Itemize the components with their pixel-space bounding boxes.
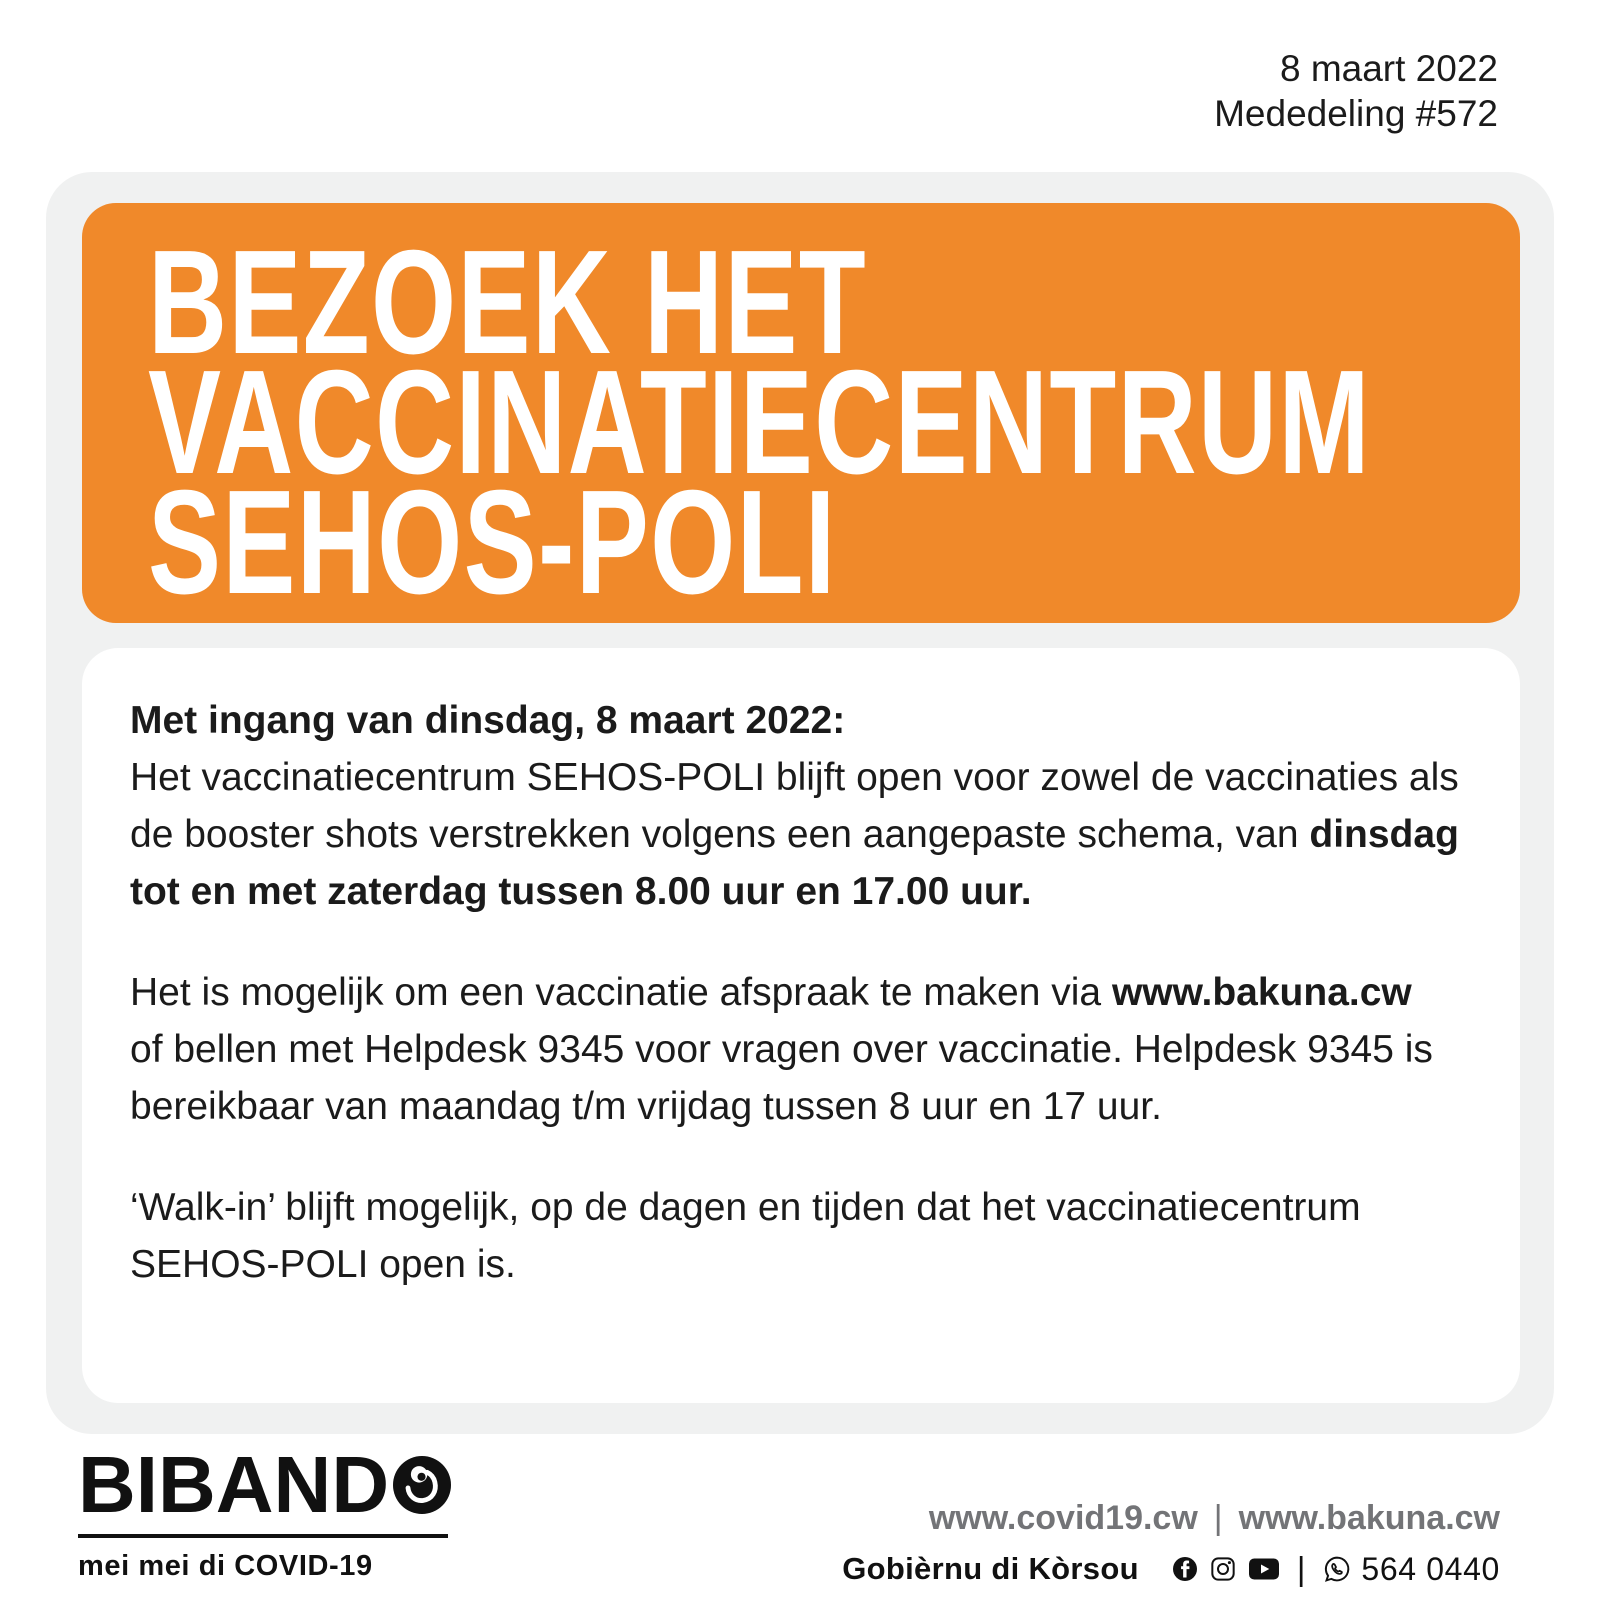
- title-line-1: BEZOEK HET: [148, 220, 867, 385]
- announcement-meta: [1214, 46, 1498, 136]
- announcement-date: 8 maart 2022: [1279, 48, 1498, 89]
- phone-separator: |: [1296, 1550, 1306, 1587]
- text-line: Het vaccinatiecentrum SEHOS-POLI blijft open voor zowel de vaccinaties als: [130, 756, 1459, 799]
- footer-government-row: [842, 1550, 1500, 1588]
- bibando-logo-block: [78, 1440, 451, 1583]
- bakuna-url-inline: www.bakuna.cw: [1111, 971, 1412, 1014]
- paragraph-schedule: [130, 692, 1520, 920]
- whatsapp-icon: [1323, 1555, 1351, 1583]
- text-line: tot en met zaterdag tussen 8.00 uur en 17.00 uur.: [130, 870, 1032, 913]
- bakuna-url: www.bakuna.cw: [1238, 1499, 1500, 1537]
- footer-contact: [842, 1500, 1500, 1588]
- text-line: [130, 806, 1520, 863]
- instagram-icon: [1211, 1557, 1235, 1581]
- bibando-wordmark: [78, 1440, 451, 1529]
- text-segment: Het is mogelijk om een vaccinatie afspraak te maken via: [130, 971, 1112, 1014]
- text-segment: de booster shots verstrekken volgens een aangepaste schema, van: [130, 813, 1310, 856]
- bibando-o-icon: [393, 1456, 451, 1514]
- url-separator: |: [1213, 1499, 1223, 1537]
- text-line: bereikbaar van maandag t/m vrijdag tussen 8 uur en 17 uur.: [130, 1085, 1162, 1128]
- title-line-3: SEHOS-POLI: [148, 460, 837, 623]
- body-card: [82, 648, 1520, 1403]
- text-line: ‘Walk-in’ blijft mogelijk, op de dagen en tijden dat het vaccinatiecentrum: [130, 1186, 1361, 1229]
- logo-underline: [78, 1534, 448, 1538]
- footer-urls: [842, 1500, 1500, 1536]
- facebook-icon: [1173, 1557, 1197, 1581]
- text-line: of bellen met Helpdesk 9345 voor vragen over vaccinatie. Helpdesk 9345 is: [130, 1028, 1433, 1071]
- social-icons: [1173, 1557, 1279, 1581]
- title-line-2: VACCINATIECENTRUM: [148, 340, 1371, 505]
- covid19-url: www.covid19.cw: [928, 1499, 1198, 1537]
- text-segment-bold: dinsdag: [1309, 813, 1459, 856]
- bibando-logo-text: BIBAND: [78, 1440, 390, 1529]
- youtube-icon: [1249, 1558, 1279, 1580]
- announcement-number: Mededeling #572: [1214, 93, 1498, 134]
- content-panel: [46, 172, 1554, 1434]
- paragraph-appointment: [130, 964, 1520, 1135]
- text-line: SEHOS-POLI open is.: [130, 1243, 516, 1286]
- logo-tagline: mei mei di COVID-19: [78, 1550, 373, 1582]
- title-banner: [82, 203, 1520, 623]
- text-line: [130, 964, 1520, 1021]
- phone-number: 564 0440: [1361, 1550, 1500, 1587]
- paragraph-walkin: [130, 1179, 1520, 1293]
- paragraph-lead: Met ingang van dinsdag, 8 maart 2022:: [130, 699, 846, 742]
- government-name: Gobièrnu di Kòrsou: [842, 1551, 1139, 1586]
